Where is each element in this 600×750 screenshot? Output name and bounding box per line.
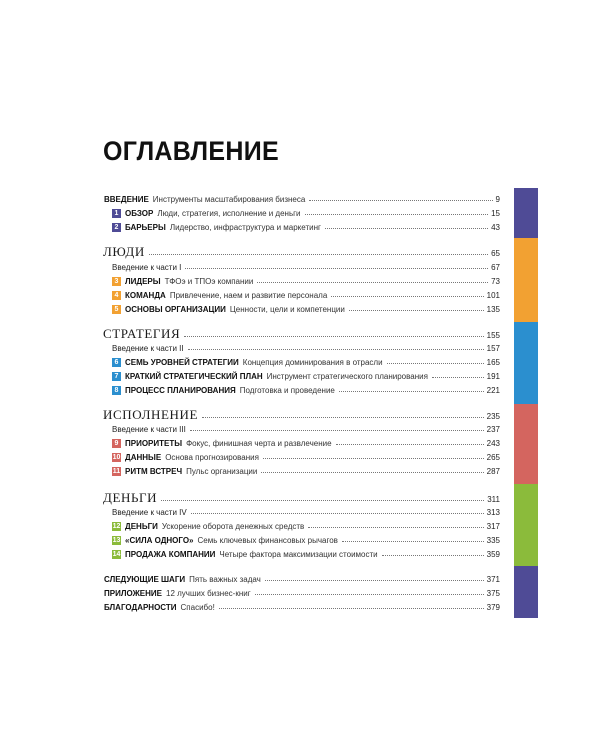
page-number: 65: [491, 249, 500, 258]
entry-desc: Семь ключевых финансовых рычагов: [197, 536, 338, 545]
chapter-number-badge: 3: [112, 277, 121, 286]
page-number: 379: [486, 603, 500, 612]
section-tab-strategy: [514, 322, 538, 404]
entry-title: ПРОДАЖА КОМПАНИИ: [125, 550, 216, 559]
page-number: 101: [486, 291, 500, 300]
chapter-number-badge: 1: [112, 209, 121, 218]
entry-title: СЕМЬ УРОВНЕЙ СТРАТЕГИИ: [125, 358, 239, 367]
entry-title: КРАТКИЙ СТРАТЕГИЧЕСКИЙ ПЛАН: [125, 372, 263, 381]
section-tab-money: [514, 484, 538, 566]
entry-desc: 12 лучших бизнес-книг: [166, 589, 251, 598]
leader-dots: [202, 415, 484, 418]
leader-dots: [257, 280, 488, 283]
entry-title: «СИЛА ОДНОГО»: [125, 536, 194, 545]
toc-part-4[interactable]: [103, 490, 500, 507]
part-title: ДЕНЬГИ: [103, 490, 158, 505]
leader-dots: [432, 375, 484, 378]
page-number: 157: [486, 344, 500, 353]
toc-part-1[interactable]: [103, 244, 500, 261]
chapter-number-badge: 9: [112, 439, 121, 448]
leader-dots: [331, 294, 483, 297]
entry-title: ДАННЫЕ: [125, 453, 162, 462]
chapter-number-badge: 12: [112, 523, 121, 530]
entry-desc: Спасибо!: [180, 603, 215, 612]
part-title: СТРАТЕГИЯ: [103, 326, 181, 341]
entry-desc: Пять важных задач: [189, 575, 261, 584]
leader-dots: [149, 252, 488, 255]
leader-dots: [261, 470, 483, 473]
leader-dots: [185, 266, 488, 269]
chapter-number-badge: 6: [112, 358, 121, 367]
page-number: 235: [486, 412, 500, 421]
entry-title: РИТМ ВСТРЕЧ: [125, 467, 183, 476]
entry-title: ПРОЦЕСС ПЛАНИРОВАНИЯ: [125, 386, 236, 395]
section-tab-execution: [514, 404, 538, 484]
section-tab-people: [514, 238, 538, 322]
toc-chapter-13[interactable]: [112, 535, 500, 546]
leader-dots: [265, 578, 484, 581]
leader-dots: [349, 308, 484, 311]
chapter-number-badge: 7: [112, 372, 121, 381]
leader-dots: [309, 198, 492, 201]
chapter-number-badge: 11: [112, 468, 121, 475]
toc-chapter-14[interactable]: [112, 549, 500, 560]
entry-desc: Лидерство, инфраструктура и маркетинг: [169, 223, 321, 232]
toc-acknowledgements[interactable]: [104, 602, 500, 613]
leader-dots: [382, 553, 484, 556]
section-tab-intro: [514, 188, 538, 238]
entry-desc: Ускорение оборота денежных средств: [161, 522, 305, 531]
entry-desc: Инструменты масштабирования бизнеса: [152, 195, 306, 204]
entry-desc: Фокус, финишная черта и развлечение: [186, 439, 332, 448]
entry-desc: Инструмент стратегического планирования: [266, 372, 428, 381]
leader-dots: [263, 456, 484, 459]
chapter-number-badge: 2: [112, 223, 121, 232]
leader-dots: [339, 389, 484, 392]
toc-entry-intro[interactable]: [104, 194, 500, 205]
page-number: 359: [486, 550, 500, 559]
entry-title: КОМАНДА: [125, 291, 166, 300]
entry-title: ОБЗОР: [125, 209, 154, 218]
toc-chapter-5[interactable]: [112, 304, 500, 315]
leader-dots: [308, 525, 483, 528]
toc-chapter-1[interactable]: [112, 208, 500, 219]
page-number: 375: [486, 589, 500, 598]
entry-title: Введение к части III: [112, 425, 186, 434]
leader-dots: [336, 442, 484, 445]
page-number: 311: [487, 495, 500, 504]
page-number: 67: [491, 263, 500, 272]
leader-dots: [325, 226, 488, 229]
toc-part-3-intro[interactable]: [112, 424, 500, 435]
entry-desc: Привлечение, наем и развитие персонала: [169, 291, 328, 300]
entry-title: ОСНОВЫ ОРГАНИЗАЦИИ: [125, 305, 226, 314]
toc-chapter-10[interactable]: [112, 452, 500, 463]
leader-dots: [184, 334, 483, 337]
toc-chapter-6[interactable]: [112, 357, 500, 368]
toc-chapter-3[interactable]: [112, 276, 500, 287]
toc-next-steps[interactable]: [104, 574, 500, 585]
leader-dots: [191, 511, 484, 514]
chapter-number-badge: 8: [112, 386, 121, 395]
chapter-number-badge: 13: [112, 537, 121, 544]
toc-part-2-intro[interactable]: [112, 343, 500, 354]
section-tab-back-matter: [514, 566, 538, 618]
leader-dots: [219, 606, 484, 609]
chapter-number-badge: 5: [112, 305, 121, 314]
toc-chapter-11[interactable]: [112, 466, 500, 477]
entry-desc: Люди, стратегия, исполнение и деньги: [157, 209, 301, 218]
part-title: ИСПОЛНЕНИЕ: [103, 407, 199, 422]
entry-title: ВВЕДЕНИЕ: [104, 195, 149, 204]
page-number: 313: [486, 508, 500, 517]
entry-desc: Концепция доминирования в отрасли: [242, 358, 383, 367]
entry-title: ДЕНЬГИ: [125, 522, 158, 531]
leader-dots: [387, 361, 484, 364]
toc-part-1-intro[interactable]: [112, 262, 500, 273]
entry-title: СЛЕДУЮЩИЕ ШАГИ: [104, 575, 186, 584]
page-number: 237: [486, 425, 500, 434]
entry-title: ПРИОРИТЕТЫ: [125, 439, 183, 448]
entry-title: Введение к части II: [112, 344, 184, 353]
page-number: 265: [486, 453, 500, 462]
leader-dots: [342, 539, 484, 542]
part-title: ЛЮДИ: [103, 244, 145, 259]
toc-chapter-2[interactable]: [112, 222, 500, 233]
page-number: 335: [486, 536, 500, 545]
entry-title: Введение к части IV: [112, 508, 187, 517]
entry-desc: Ценности, цели и компетенции: [229, 305, 345, 314]
chapter-number-badge: 10: [112, 454, 121, 461]
entry-title: Введение к части I: [112, 263, 182, 272]
leader-dots: [161, 498, 484, 501]
toc-chapter-4[interactable]: [112, 290, 500, 301]
leader-dots: [190, 428, 484, 431]
entry-title: БЛАГОДАРНОСТИ: [104, 603, 177, 612]
entry-title: ЛИДЕРЫ: [125, 277, 161, 286]
entry-desc: Пульс организации: [186, 467, 258, 476]
leader-dots: [305, 212, 489, 215]
page-number: 15: [491, 209, 500, 218]
chapter-number-badge: 4: [112, 291, 121, 300]
page-number: 287: [486, 467, 500, 476]
chapter-number-badge: 14: [112, 551, 121, 558]
page-title: ОГЛАВЛЕНИЕ: [103, 136, 279, 167]
page-number: 73: [491, 277, 500, 286]
toc-part-4-intro[interactable]: [112, 507, 500, 518]
entry-desc: Основа прогнозирования: [165, 453, 259, 462]
toc-part-2[interactable]: [103, 326, 500, 343]
leader-dots: [188, 347, 484, 350]
toc-part-3[interactable]: [103, 407, 500, 424]
toc-chapter-7[interactable]: [112, 371, 500, 382]
page-number: 165: [486, 358, 500, 367]
entry-title: ПРИЛОЖЕНИЕ: [104, 589, 162, 598]
page-number: 155: [486, 331, 500, 340]
page-number: 191: [486, 372, 500, 381]
toc-chapter-8[interactable]: [112, 385, 500, 396]
page-number: 371: [486, 575, 500, 584]
entry-desc: Четыре фактора максимизации стоимости: [219, 550, 378, 559]
page-number: 243: [486, 439, 500, 448]
entry-desc: Подготовка и проведение: [239, 386, 335, 395]
entry-title: БАРЬЕРЫ: [125, 223, 166, 232]
toc-chapter-9[interactable]: [112, 438, 500, 449]
toc-appendix[interactable]: [104, 588, 500, 599]
page-number: 43: [491, 223, 500, 232]
page-number: 221: [486, 386, 500, 395]
page-number: 135: [486, 305, 500, 314]
page-number: 9: [495, 195, 500, 204]
toc-chapter-12[interactable]: [112, 521, 500, 532]
leader-dots: [255, 592, 484, 595]
page-number: 317: [486, 522, 500, 531]
entry-desc: ТФОэ и ТПОэ компании: [164, 277, 254, 286]
